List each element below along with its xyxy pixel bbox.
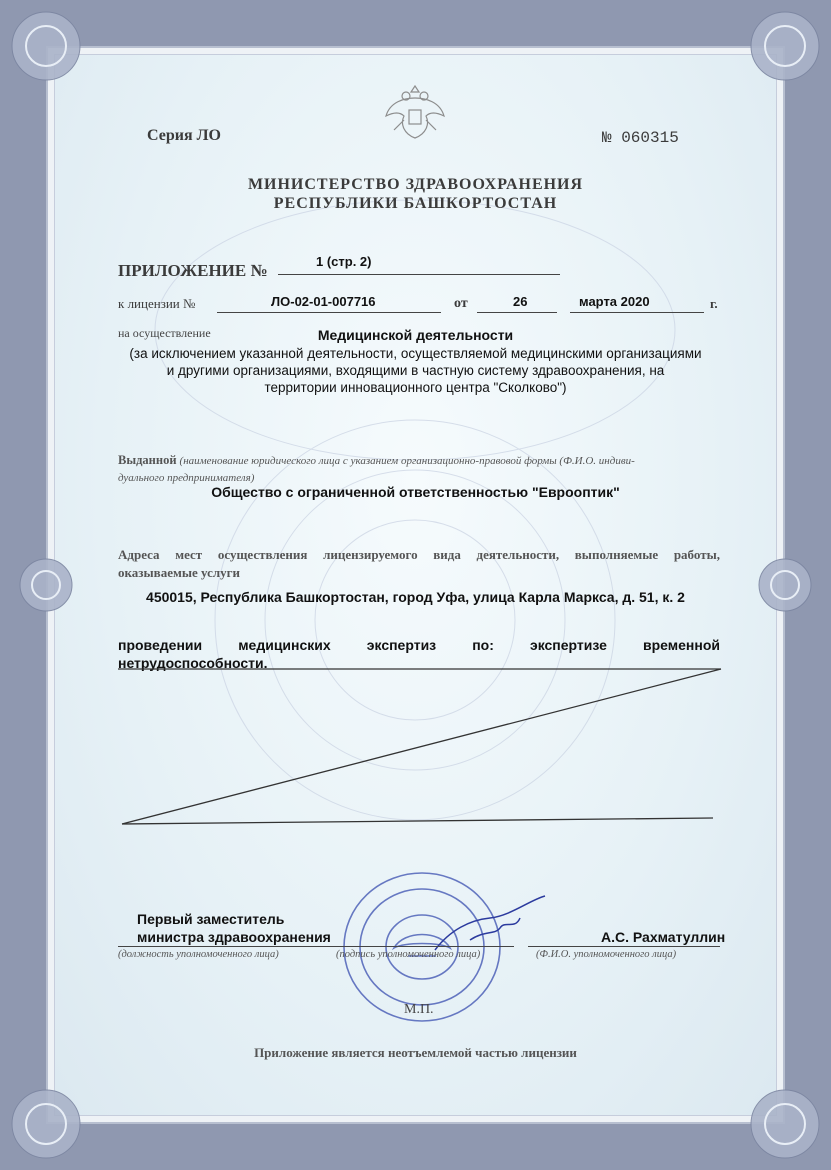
address-value: 450015, Республика Башкортостан, город Уфа, улица Карла Маркса, д. 51, к. 2 <box>146 589 685 605</box>
blank-space-crossout <box>118 666 723 828</box>
license-number: ЛО-02-01-007716 <box>271 294 376 309</box>
signature-underline <box>338 946 514 947</box>
services-line-1: проведении медицинских экспертиз по: экспертизе временной <box>118 637 720 653</box>
license-year-suffix: г. <box>710 296 718 311</box>
issued-organization-name: Общество с ограниченной ответственностью "Еврооптик" <box>211 484 620 500</box>
series-label: Серия ЛО <box>147 127 221 144</box>
appendix-underline <box>278 274 560 275</box>
appendix-value: 1 (стр. 2) <box>316 254 372 269</box>
footer-note: Приложение является неотъемлемой частью лицензии <box>254 1045 577 1060</box>
signatory-position-line-1: Первый заместитель <box>137 911 285 927</box>
activity-title: Медицинской деятельности <box>317 327 514 343</box>
address-label-line-2: оказываемые услуги <box>118 565 241 580</box>
issued-block <box>118 452 718 486</box>
issued-note-1: (наименование юридического лица с указанием организационно-правовой формы (Ф.И.О. индиви- <box>179 455 635 467</box>
signatory-position-line-2: министра здравоохранения <box>137 929 331 945</box>
address-label-line-1: Адреса мест осуществления лицензируемого вида деятельности, выполняемые работы, <box>118 547 720 562</box>
position-underline <box>118 946 354 947</box>
license-number-underline <box>217 312 441 313</box>
license-day-underline <box>477 312 557 313</box>
document-number: № 060315 <box>602 129 679 147</box>
ministry-line-1: МИНИСТЕРСТВО ЗДРАВООХРАНЕНИЯ <box>247 176 584 193</box>
license-from-label: от <box>454 296 468 311</box>
signatory-name: А.С. Рахматуллин <box>601 929 726 945</box>
activity-line-2: и другими организациями, входящими в частную систему здравоохранения, на <box>166 363 665 378</box>
position-caption: (должность уполномоченного лица) <box>118 949 279 960</box>
name-caption: (Ф.И.О. уполномоченного лица) <box>536 949 677 960</box>
name-underline <box>528 946 720 947</box>
license-month-year: марта 2020 <box>579 294 650 309</box>
activity-label: на осуществление <box>118 326 211 340</box>
license-date-underline <box>570 312 704 313</box>
issued-label: Выданной <box>118 453 177 467</box>
activity-line-1: (за исключением указанной деятельности, осуществляемой медицинскими организациями <box>129 346 702 361</box>
coat-of-arms-emblem <box>382 80 448 142</box>
ministry-line-2: РЕСПУБЛИКИ БАШКОРТОСТАН <box>273 195 558 212</box>
license-day: 26 <box>513 294 528 309</box>
license-label: к лицензии № <box>118 296 196 311</box>
activity-line-3: территории инновационного центра "Сколково") <box>264 380 567 395</box>
issued-note-2: дуального предпринимателя) <box>118 472 255 484</box>
stamp-mp-label: М.П. <box>404 1002 434 1017</box>
appendix-label: ПРИЛОЖЕНИЕ № <box>118 261 268 280</box>
signature-caption: (подпись уполномоченного лица) <box>336 949 481 960</box>
services-line-2: нетрудоспособности. <box>118 655 268 671</box>
